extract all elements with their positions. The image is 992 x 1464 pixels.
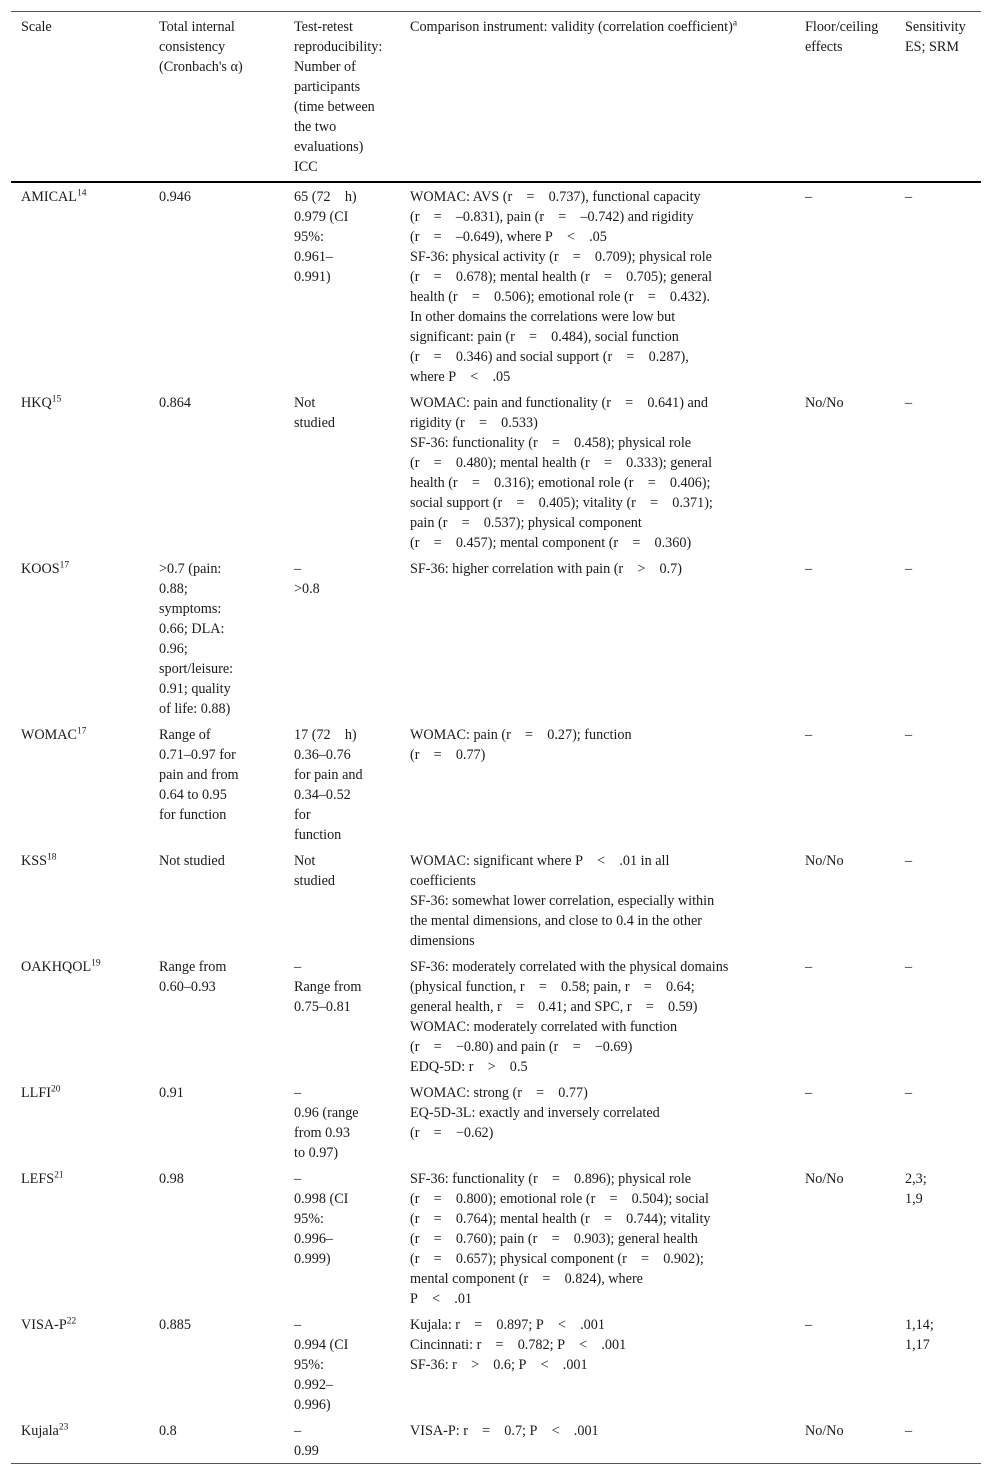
table-row bbox=[11, 555, 981, 721]
reference-number: 20 bbox=[50, 1084, 61, 1095]
header-comparison-instrument: Comparison instrument: validity (correlation coefficient)$^a$ bbox=[410, 18, 738, 35]
reference-number: 17 bbox=[76, 726, 87, 737]
sensitivity-cell: 1,14; 1,17 bbox=[905, 1317, 934, 1353]
comparison-instrument-cell: VISA-P: r = 0.7; P < .001 bbox=[410, 1423, 599, 1439]
table-row bbox=[11, 721, 981, 847]
comparison-instrument-cell: WOMAC: AVS (r = 0.737), functional capacity (r = –0.831), pain (r = –0.742) and rigidity (r = –0.649), where P < .05 SF-36: physical activity (r = 0.709); physical role (r = 0.678); mental health (r = 0.705); general health (r = 0.506); emotional role (r = 0.432). In other domains the correlations were low but significant: pain (r = 0.484), social function (r = 0.346) and social support (r = 0.287), where P < .05 bbox=[410, 189, 713, 385]
scale-name-cell: HKQ$^{15}$ bbox=[21, 394, 62, 411]
table-row bbox=[11, 1165, 981, 1311]
test-retest-cell: 17 (72 h) 0.36–0.76 for pain and 0.34–0.52 for function bbox=[294, 727, 363, 843]
table-row bbox=[11, 389, 981, 555]
table-row bbox=[11, 953, 981, 1079]
internal-consistency-cell: 0.8 bbox=[159, 1423, 177, 1439]
footnote-marker: a bbox=[732, 18, 738, 29]
test-retest-cell: – >0.8 bbox=[294, 561, 320, 597]
comparison-instrument-cell: WOMAC: significant where P < .01 in all coefficients SF-36: somewhat lower correlation, especially within the mental dimensions, and close to 0.4 in the other dimensions bbox=[410, 853, 715, 949]
test-retest-cell: – 0.994 (CI 95%: 0.992– 0.996) bbox=[294, 1317, 349, 1413]
floor-ceiling-cell: – bbox=[805, 1085, 813, 1101]
reference-number: 19 bbox=[91, 958, 101, 969]
header-scale: Scale bbox=[21, 19, 52, 35]
test-retest-cell: – Range from 0.75–0.81 bbox=[294, 959, 362, 1015]
sensitivity-cell: – bbox=[905, 1085, 913, 1101]
table-row bbox=[11, 847, 981, 953]
comparison-instrument-cell: SF-36: functionality (r = 0.896); physical role (r = 0.800); emotional role (r = 0.504); social (r = 0.764); mental health (r = 0.744); vitality (r = 0.760); pain (r = 0.903); general health (r = 0.657); physical component (r = 0.902); mental component (r = 0.824), where P < .01 bbox=[410, 1171, 711, 1307]
header-sensitivity: Sensitivity ES; SRM bbox=[905, 19, 966, 55]
floor-ceiling-cell: – bbox=[805, 189, 813, 205]
internal-consistency-cell: >0.7 (pain: 0.88; symptoms: 0.66; DLA: 0.96; sport/leisure: 0.91; quality of life: 0.88) bbox=[159, 561, 234, 717]
scale-name-cell: LEFS$^{21}$ bbox=[21, 1170, 64, 1187]
reference-number: 21 bbox=[54, 1170, 64, 1181]
internal-consistency-cell: 0.946 bbox=[159, 189, 191, 205]
internal-consistency-cell: Range of 0.71–0.97 for pain and from 0.64 to 0.95 for function bbox=[159, 727, 239, 823]
floor-ceiling-cell: No/No bbox=[805, 1423, 844, 1439]
scale-name-cell: Kujala$^{23}$ bbox=[21, 1422, 69, 1439]
floor-ceiling-cell: – bbox=[805, 561, 813, 577]
header-row bbox=[11, 12, 981, 183]
comparison-instrument-cell: SF-36: moderately correlated with the physical domains (physical function, r = 0.58; pain, r = 0.64; general health, r = 0.41; and SPC, r = 0.59) WOMAC: moderately correlated with function (r = −0.80) and pain (r = −0.69) EDQ-5D: r > 0.5 bbox=[410, 959, 729, 1075]
table-row bbox=[11, 182, 981, 389]
sensitivity-cell: – bbox=[905, 853, 913, 869]
reference-number: 17 bbox=[59, 560, 70, 571]
test-retest-cell: – 0.96 (range from 0.93 to 0.97) bbox=[294, 1085, 359, 1161]
table-row bbox=[11, 1079, 981, 1165]
header-floor-ceiling: Floor/ceiling effects bbox=[805, 19, 879, 55]
test-retest-cell: – 0.99 bbox=[294, 1423, 319, 1459]
floor-ceiling-cell: – bbox=[805, 1317, 813, 1333]
scale-name-cell: WOMAC$^{17}$ bbox=[21, 726, 87, 743]
scale-name-cell: LLFI$^{20}$ bbox=[21, 1084, 61, 1101]
scale-name-cell: AMICAL$^{14}$ bbox=[21, 188, 87, 205]
header-test-retest: Test-retest reproducibility: Number of participants (time between the two evaluations) ICC bbox=[294, 19, 383, 175]
scale-name-cell: VISA-$P^{22}$ bbox=[21, 1316, 77, 1333]
reference-number: 15 bbox=[51, 394, 62, 405]
table-body bbox=[11, 182, 981, 1464]
test-retest-cell: – 0.998 (CI 95%: 0.996– 0.999) bbox=[294, 1171, 349, 1267]
table-row bbox=[11, 1417, 981, 1464]
reference-number: 14 bbox=[76, 188, 87, 199]
floor-ceiling-cell: – bbox=[805, 727, 813, 743]
sensitivity-cell: – bbox=[905, 189, 913, 205]
reference-number: 18 bbox=[47, 852, 57, 863]
internal-consistency-cell: Range from 0.60–0.93 bbox=[159, 959, 227, 995]
floor-ceiling-cell: – bbox=[805, 959, 813, 975]
floor-ceiling-cell: No/No bbox=[805, 1171, 844, 1187]
reference-number: 23 bbox=[58, 1422, 69, 1433]
comparison-instrument-cell: WOMAC: pain (r = 0.27); function (r = 0.77) bbox=[410, 727, 632, 763]
sensitivity-cell: 2,3; 1,9 bbox=[905, 1171, 927, 1207]
internal-consistency-cell: 0.91 bbox=[159, 1085, 184, 1101]
test-retest-cell: Not studied bbox=[294, 395, 335, 431]
reference-number: 22 bbox=[66, 1316, 77, 1327]
test-retest-cell: 65 (72 h) 0.979 (CI 95%: 0.961– 0.991) bbox=[294, 189, 357, 285]
sensitivity-cell: – bbox=[905, 727, 913, 743]
internal-consistency-cell: 0.98 bbox=[159, 1171, 184, 1187]
scale-name-cell: KOOS$^{17}$ bbox=[21, 560, 70, 577]
comparison-instrument-cell: SF-36: higher correlation with pain (r > 0.7) bbox=[410, 561, 682, 577]
scale-name-cell: OAKHQOL$^{19}$ bbox=[21, 958, 101, 975]
table-row bbox=[11, 1311, 981, 1417]
scale-name-cell: KSS$^{18}$ bbox=[21, 852, 57, 869]
scales-table bbox=[11, 11, 981, 1464]
sensitivity-cell: – bbox=[905, 561, 913, 577]
floor-ceiling-cell: No/No bbox=[805, 395, 844, 411]
comparison-instrument-cell: WOMAC: pain and functionality (r = 0.641) and rigidity (r = 0.533) SF-36: functionality (r = 0.458); physical role (r = 0.480); mental health (r = 0.333); general health (r = 0.316); emotional role (r = 0.406); social support (r = 0.405); vitality (r = 0.371); pain (r = 0.537); physical component (r = 0.457); mental component (r = 0.360) bbox=[410, 395, 713, 551]
comparison-instrument-cell: WOMAC: strong (r = 0.77) EQ-5D-3L: exactly and inversely correlated (r = −0.62) bbox=[410, 1085, 660, 1141]
internal-consistency-cell: 0.864 bbox=[159, 395, 191, 411]
comparison-instrument-cell: Kujala: r = 0.897; P < .001 Cincinnati: r = 0.782; P < .001 SF-36: r > 0.6; P < .001 bbox=[410, 1317, 627, 1373]
sensitivity-cell: – bbox=[905, 1423, 913, 1439]
sensitivity-cell: – bbox=[905, 959, 913, 975]
test-retest-cell: Not studied bbox=[294, 853, 335, 889]
header-internal-consistency: Total internal consistency (Cronbach's α) bbox=[159, 19, 243, 75]
sensitivity-cell: – bbox=[905, 395, 913, 411]
internal-consistency-cell: 0.885 bbox=[159, 1317, 191, 1333]
internal-consistency-cell: Not studied bbox=[159, 853, 225, 869]
floor-ceiling-cell: No/No bbox=[805, 853, 844, 869]
